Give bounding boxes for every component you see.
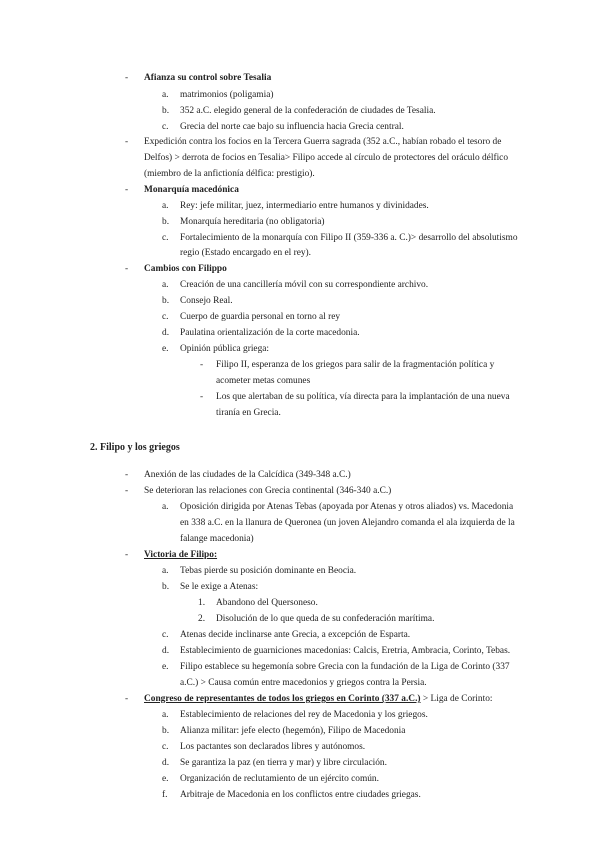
sub-item-continuation: acometer metas comunes	[216, 376, 311, 386]
list-marker: e.	[162, 774, 169, 784]
bullet-marker: -	[125, 470, 129, 480]
list-marker: b.	[162, 296, 170, 306]
victoria-title: Victoria de Filipo:	[144, 550, 218, 560]
list-marker: a.	[162, 710, 169, 720]
list-item: Alianza militar: jefe electo (hegemón), Filipo de Macedonia	[180, 726, 406, 736]
list-item: Paulatina orientalización de la corte macedonia.	[180, 328, 360, 338]
list-item: Tebas pierde su posición dominante en Beocia.	[180, 566, 357, 576]
list-item-continuation: falange macedonia)	[180, 534, 254, 544]
list-marker: c.	[162, 233, 169, 243]
list-item: Los pactantes son declarados libres y autónomos.	[180, 742, 366, 752]
list-marker: c.	[162, 122, 169, 132]
sub-bullet-marker: -	[200, 360, 204, 370]
list-marker: a.	[162, 201, 169, 211]
cambios-title: Cambios con Filippo	[144, 264, 227, 274]
list-marker: a.	[162, 566, 169, 576]
sub-item: Los que alertaban de su política, vía directa para la implantación de una nueva	[216, 392, 510, 402]
bullet-marker: -	[125, 694, 129, 704]
list-marker: e.	[162, 344, 169, 354]
numbered-marker: 1.	[198, 598, 206, 608]
list-item: Opinión pública griega:	[180, 344, 270, 354]
list-marker: d.	[162, 758, 170, 768]
bullet-marker: -	[125, 185, 129, 195]
bullet-marker: -	[125, 486, 129, 496]
afianza-title: Afianza su control sobre Tesalia	[144, 73, 272, 83]
list-marker: a.	[162, 280, 169, 290]
list-marker: f.	[162, 790, 168, 800]
list-marker: d.	[162, 328, 170, 338]
list-marker: a.	[162, 90, 169, 100]
bullet-marker: -	[125, 550, 129, 560]
bullet-marker: -	[125, 137, 129, 147]
list-marker: b.	[162, 106, 170, 116]
list-item: Fortalecimiento de la monarquía con Filipo II (359-336 a. C.)> desarrollo del absolutismo	[180, 233, 518, 243]
paragraph-line: Delfos) > derrota de focios en Tesalia> Filipo accede al círculo de protectores del oráculo délfico	[144, 153, 509, 163]
list-marker: a.	[162, 502, 169, 512]
list-marker: c.	[162, 630, 169, 640]
section-heading: 2. Filipo y los griegos	[90, 442, 180, 453]
list-item: Establecimiento de guarniciones macedonias: Calcis, Eretria, Ambracia, Corinto, Tebas.	[180, 646, 511, 656]
list-item: Creación de una cancillería móvil con su correspondiente archivo.	[180, 280, 429, 290]
list-marker: b.	[162, 582, 170, 592]
list-item-continuation: en 338 a.C. en la llanura de Queronea (un joven Alejandro comanda el ala izquierda de la	[180, 518, 515, 528]
numbered-item: Disolución de lo que queda de su confederación marítima.	[216, 614, 435, 624]
list-marker: c.	[162, 312, 169, 322]
numbered-item: Abandono del Quersoneso.	[216, 598, 318, 608]
list-item: Filipo establece su hegemonía sobre Grecia con la fundación de la Liga de Corinto (337	[180, 662, 510, 672]
list-marker: b.	[162, 726, 170, 736]
list-marker: c.	[162, 742, 169, 752]
paragraph-line: Anexión de las ciudades de la Calcídica (349-348 a.C.)	[144, 470, 351, 480]
list-item: Oposición dirigida por Atenas Tebas (apoyada por Atenas y otros aliados) vs. Macedonia	[180, 502, 514, 512]
list-item: Monarquía hereditaria (no obligatoria)	[180, 217, 325, 227]
sub-bullet-marker: -	[200, 392, 204, 402]
list-item: Rey: jefe militar, juez, intermediario entre humanos y divinidades.	[180, 201, 429, 211]
list-item: Establecimiento de relaciones del rey de Macedonia y los griegos.	[180, 710, 428, 720]
list-item: Arbitraje de Macedonia en los conflictos entre ciudades griegas.	[180, 790, 421, 800]
list-item: Atenas decide inclinarse ante Grecia, a excepción de Esparta.	[180, 630, 411, 640]
list-marker: e.	[162, 662, 169, 672]
list-marker: b.	[162, 217, 170, 227]
sub-item-continuation: tiranía en Grecia.	[216, 408, 281, 418]
congreso-title: Congreso de representantes de todos los griegos en Corinto (337 a.C.)	[144, 694, 421, 704]
list-item-continuation: a.C.) > Causa común entre macedonios y griegos contra la Persia.	[180, 678, 427, 688]
list-item: matrimonios (poligamia)	[180, 90, 274, 100]
congreso-line	[144, 693, 493, 705]
list-marker: d.	[162, 646, 170, 656]
list-item: Grecia del norte cae bajo su influencia hacia Grecia central.	[180, 122, 404, 132]
list-item: Se le exige a Atenas:	[180, 582, 259, 592]
list-item: 352 a.C. elegido general de la confederación de ciudades de Tesalia.	[180, 106, 436, 116]
paragraph-line: Se deterioran las relaciones con Grecia continental (346-340 a.C.)	[144, 486, 392, 496]
list-item: Consejo Real.	[180, 296, 233, 306]
congreso-suffix: > Liga de Corinto:	[420, 694, 493, 704]
monarquia-title: Monarquía macedónica	[144, 185, 239, 195]
sub-item: Filipo II, esperanza de los griegos para salir de la fragmentación política y	[216, 360, 495, 370]
list-item: Se garantiza la paz (en tierra y mar) y libre circulación.	[180, 758, 387, 768]
paragraph-line: (miembro de la anfictionía délfica: prestigio).	[144, 169, 315, 179]
list-item: Cuerpo de guardia personal en torno al rey	[180, 312, 341, 322]
bullet-marker: -	[125, 264, 129, 274]
list-item-continuation: regio (Estado encargado en el rey).	[180, 248, 312, 258]
paragraph-line: Expedición contra los focios en la Tercera Guerra sagrada (352 a.C., habían robado el tesoro de	[144, 137, 502, 147]
numbered-marker: 2.	[198, 614, 206, 624]
list-item: Organización de reclutamiento de un ejército común.	[180, 774, 379, 784]
bullet-marker: -	[125, 73, 129, 83]
